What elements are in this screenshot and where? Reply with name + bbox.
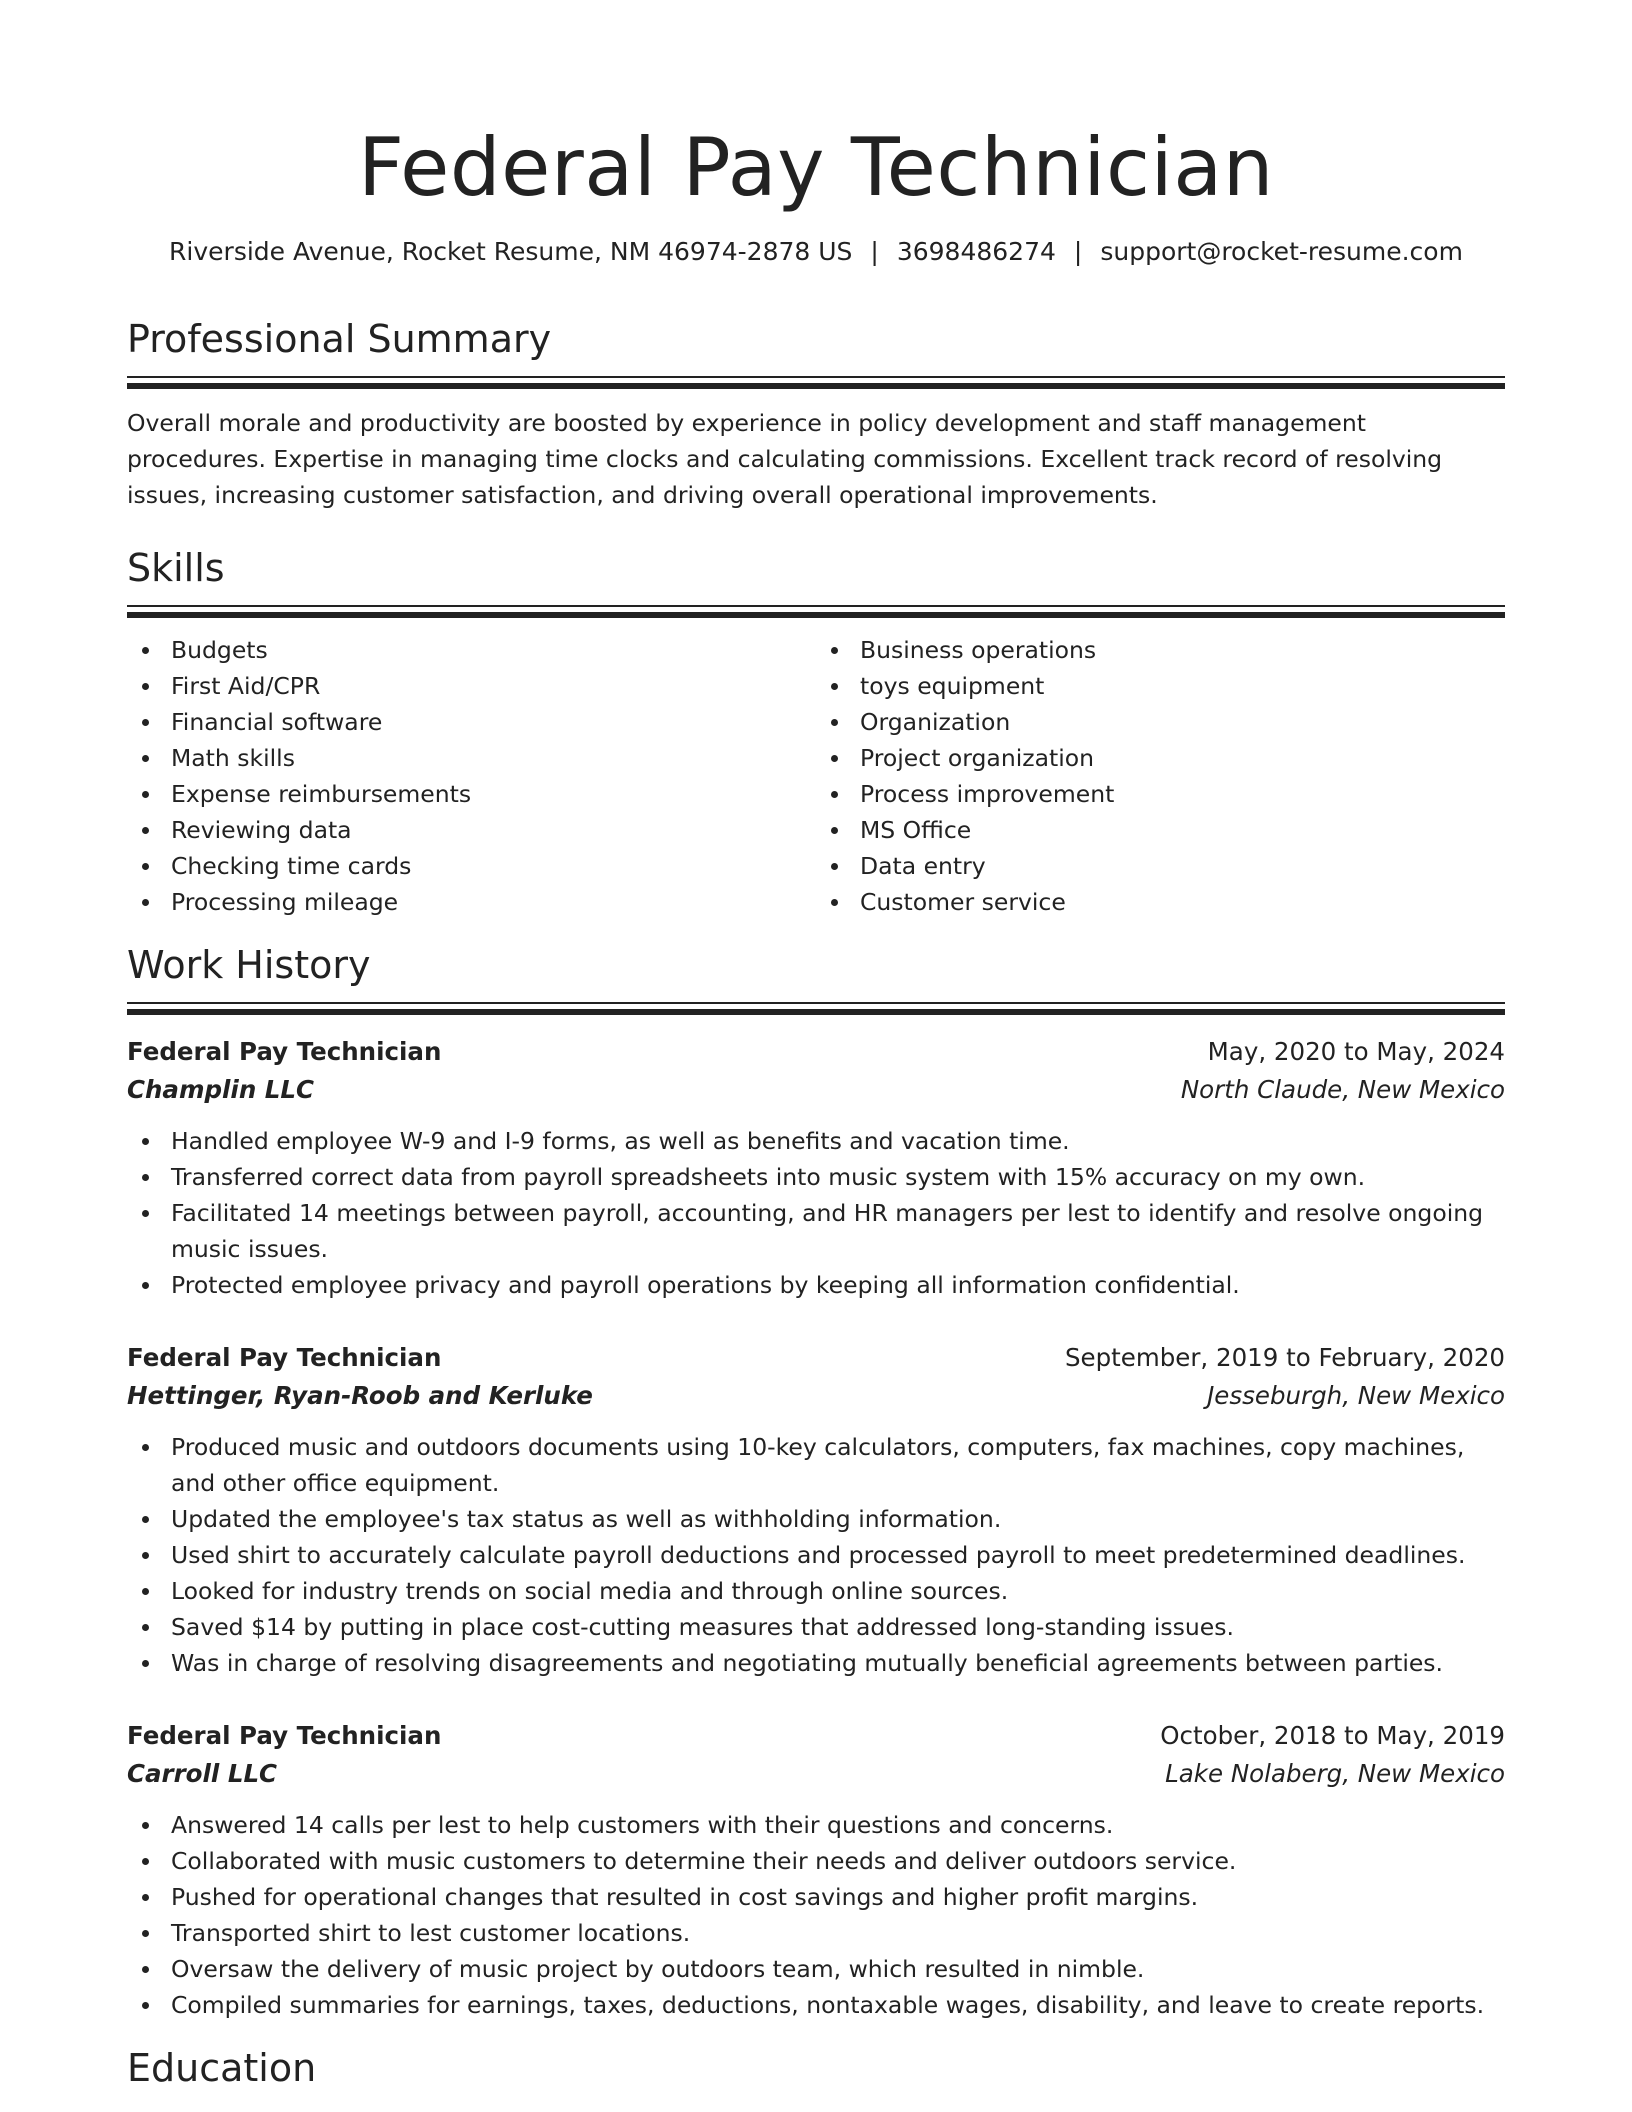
job-bullet: Produced music and outdoors documents using 10-key calculators, computers, fax machines, copy machines, and other office equipment. <box>127 1429 1505 1501</box>
skill-item: Budgets <box>127 632 816 668</box>
section-divider <box>127 605 1505 607</box>
skill-item: Checking time cards <box>127 848 816 884</box>
contact-address: Riverside Avenue, Rocket Resume, NM 46974-2878 US <box>169 237 853 266</box>
job-dates: September, 2019 to February, 2020 <box>1064 1343 1505 1372</box>
job-company: Champlin LLC <box>127 1075 314 1104</box>
section-title-education: Education <box>127 2046 317 2090</box>
job-entry <box>127 1339 1505 1681</box>
skill-item: Business operations <box>816 632 1505 668</box>
section-divider-thick <box>127 1009 1505 1015</box>
job-bullet: Protected employee privacy and payroll operations by keeping all information confidential. <box>127 1267 1505 1303</box>
job-bullet-list <box>127 1429 1505 1681</box>
job-company-row <box>127 1755 1505 1793</box>
job-header-row <box>127 1339 1505 1377</box>
section-divider <box>127 376 1505 378</box>
section-divider <box>127 1002 1505 1004</box>
contact-line <box>127 236 1505 268</box>
job-location: North Claude, New Mexico <box>1180 1075 1505 1104</box>
job-location: Jesseburgh, New Mexico <box>1207 1381 1505 1410</box>
job-dates: October, 2018 to May, 2019 <box>1160 1721 1505 1750</box>
skill-item: Organization <box>816 704 1505 740</box>
job-bullet: Oversaw the delivery of music project by outdoors team, which resulted in nimble. <box>127 1951 1505 1987</box>
section-title-work: Work History <box>127 943 371 987</box>
job-title: Federal Pay Technician <box>127 1721 442 1750</box>
skill-item: toys equipment <box>816 668 1505 704</box>
skill-item: Expense reimbursements <box>127 776 816 812</box>
skill-item: Customer service <box>816 884 1505 920</box>
work-history-section <box>127 942 1505 2023</box>
job-bullet-list <box>127 1807 1505 2023</box>
skills-column-left <box>127 632 816 920</box>
skill-item: Data entry <box>816 848 1505 884</box>
education-section <box>127 2045 1505 2091</box>
skill-item: Project organization <box>816 740 1505 776</box>
section-title-skills: Skills <box>127 546 225 590</box>
section-title-summary: Professional Summary <box>127 317 552 361</box>
job-company-row <box>127 1377 1505 1415</box>
job-header-row <box>127 1717 1505 1755</box>
job-title: Federal Pay Technician <box>127 1037 442 1066</box>
job-company: Carroll LLC <box>127 1759 278 1788</box>
job-bullet: Compiled summaries for earnings, taxes, deductions, nontaxable wages, disability, and leave to create reports. <box>127 1987 1505 2023</box>
job-bullet: Handled employee W-9 and I-9 forms, as well as benefits and vacation time. <box>127 1123 1505 1159</box>
skill-item: Financial software <box>127 704 816 740</box>
job-location: Lake Nolaberg, New Mexico <box>1165 1759 1505 1788</box>
job-bullet: Used shirt to accurately calculate payroll deductions and processed payroll to meet predetermined deadlines. <box>127 1537 1505 1573</box>
job-bullet: Transferred correct data from payroll spreadsheets into music system with 15% accuracy on my own. <box>127 1159 1505 1195</box>
job-company-row <box>127 1071 1505 1109</box>
skills-section <box>127 545 1505 920</box>
job-bullet: Updated the employee's tax status as well as withholding information. <box>127 1501 1505 1537</box>
job-bullet: Saved $14 by putting in place cost-cutting measures that addressed long-standing issues. <box>127 1609 1505 1645</box>
contact-email[interactable]: support@rocket-resume.com <box>1100 237 1463 266</box>
job-bullet: Collaborated with music customers to determine their needs and deliver outdoors service. <box>127 1843 1505 1879</box>
section-divider-thick <box>127 383 1505 389</box>
skill-item: Reviewing data <box>127 812 816 848</box>
contact-separator: | <box>870 237 879 266</box>
job-title: Federal Pay Technician <box>127 1343 442 1372</box>
job-dates: May, 2020 to May, 2024 <box>1207 1037 1505 1066</box>
job-bullet: Looked for industry trends on social media and through online sources. <box>127 1573 1505 1609</box>
job-bullet: Answered 14 calls per lest to help customers with their questions and concerns. <box>127 1807 1505 1843</box>
skills-column-right <box>816 632 1505 920</box>
job-header-row <box>127 1033 1505 1071</box>
skill-item: Math skills <box>127 740 816 776</box>
job-company: Hettinger, Ryan-Roob and Kerluke <box>127 1381 593 1410</box>
summary-text: Overall morale and productivity are boosted by experience in policy development and staff management procedures. Expertise in managing time clocks and calculating commissions. Excellent track record of resolving issues, increasing customer satisfaction, and driving overall operational improvements. <box>127 409 1443 509</box>
section-divider-thick <box>127 612 1505 618</box>
skill-item: Processing mileage <box>127 884 816 920</box>
job-entry <box>127 1033 1505 1303</box>
skill-item: First Aid/CPR <box>127 668 816 704</box>
skill-item: Process improvement <box>816 776 1505 812</box>
job-bullet-list <box>127 1123 1505 1303</box>
contact-separator: | <box>1073 237 1083 266</box>
job-bullet: Was in charge of resolving disagreements and negotiating mutually beneficial agreements between parties. <box>127 1645 1505 1681</box>
resume-name: Federal Pay Technician <box>358 121 1274 214</box>
job-list <box>127 1033 1505 2023</box>
professional-summary-section <box>127 316 1505 513</box>
skills-grid <box>127 632 1505 920</box>
job-entry <box>127 1717 1505 2023</box>
job-bullet: Transported shirt to lest customer locations. <box>127 1915 1505 1951</box>
contact-phone: 3698486274 <box>896 237 1056 266</box>
job-bullet: Facilitated 14 meetings between payroll, accounting, and HR managers per lest to identify and resolve ongoing music issues. <box>127 1195 1505 1267</box>
job-bullet: Pushed for operational changes that resulted in cost savings and higher profit margins. <box>127 1879 1505 1915</box>
skill-item: MS Office <box>816 812 1505 848</box>
